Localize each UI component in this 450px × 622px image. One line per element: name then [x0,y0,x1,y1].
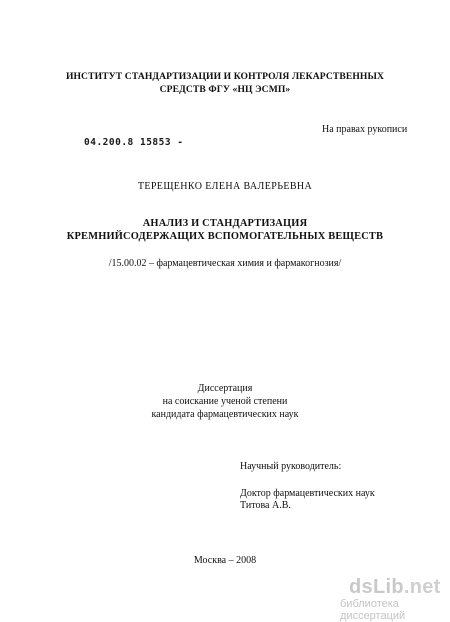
institute-line-2: СРЕДСТВ ФГУ «НЦ ЭСМП» [159,84,291,95]
dissertation-title [0,217,450,243]
title-line-2: КРЕМНИЙСОДЕРЖАЩИХ ВСПОМОГАТЕЛЬНЫХ ВЕЩЕСТВ [66,231,384,242]
watermark-subtitle: библиотека диссертаций [340,598,406,622]
degree-line-1: Диссертация [197,383,253,394]
specialty-code: /15.00.02 – фармацевтическая химия и фармакогнозия/ [108,258,342,269]
degree-line-3: кандидата фармацевтических наук [151,409,299,420]
registration-stamp: 04.200.8 15853 - [84,137,184,148]
supervisor-degree: Доктор фармацевтических наук [240,488,375,499]
degree-block [0,382,450,421]
city-year: Москва – 2008 [193,555,257,566]
dslib-watermark-logo [349,576,441,599]
supervisor-heading: Научный руководитель: [240,461,342,472]
rights-label: На правах рукописи [322,124,408,135]
watermark-logo-tld: .net [403,576,441,598]
supervisor-block [240,488,375,512]
institute-line-1: ИНСТИТУТ СТАНДАРТИЗАЦИИ И КОНТРОЛЯ ЛЕКАРСТВЕННЫХ [65,71,385,82]
watermark-logo-main: dsLib [349,576,404,598]
author-name: ТЕРЕЩЕНКО ЕЛЕНА ВАЛЕРЬЕВНА [137,181,313,192]
degree-line-2: на соискание ученой степени [162,396,288,407]
title-line-1: АНАЛИЗ И СТАНДАРТИЗАЦИЯ [142,218,308,229]
supervisor-name: Титова А.В. [240,500,291,511]
institute-header [0,70,450,96]
